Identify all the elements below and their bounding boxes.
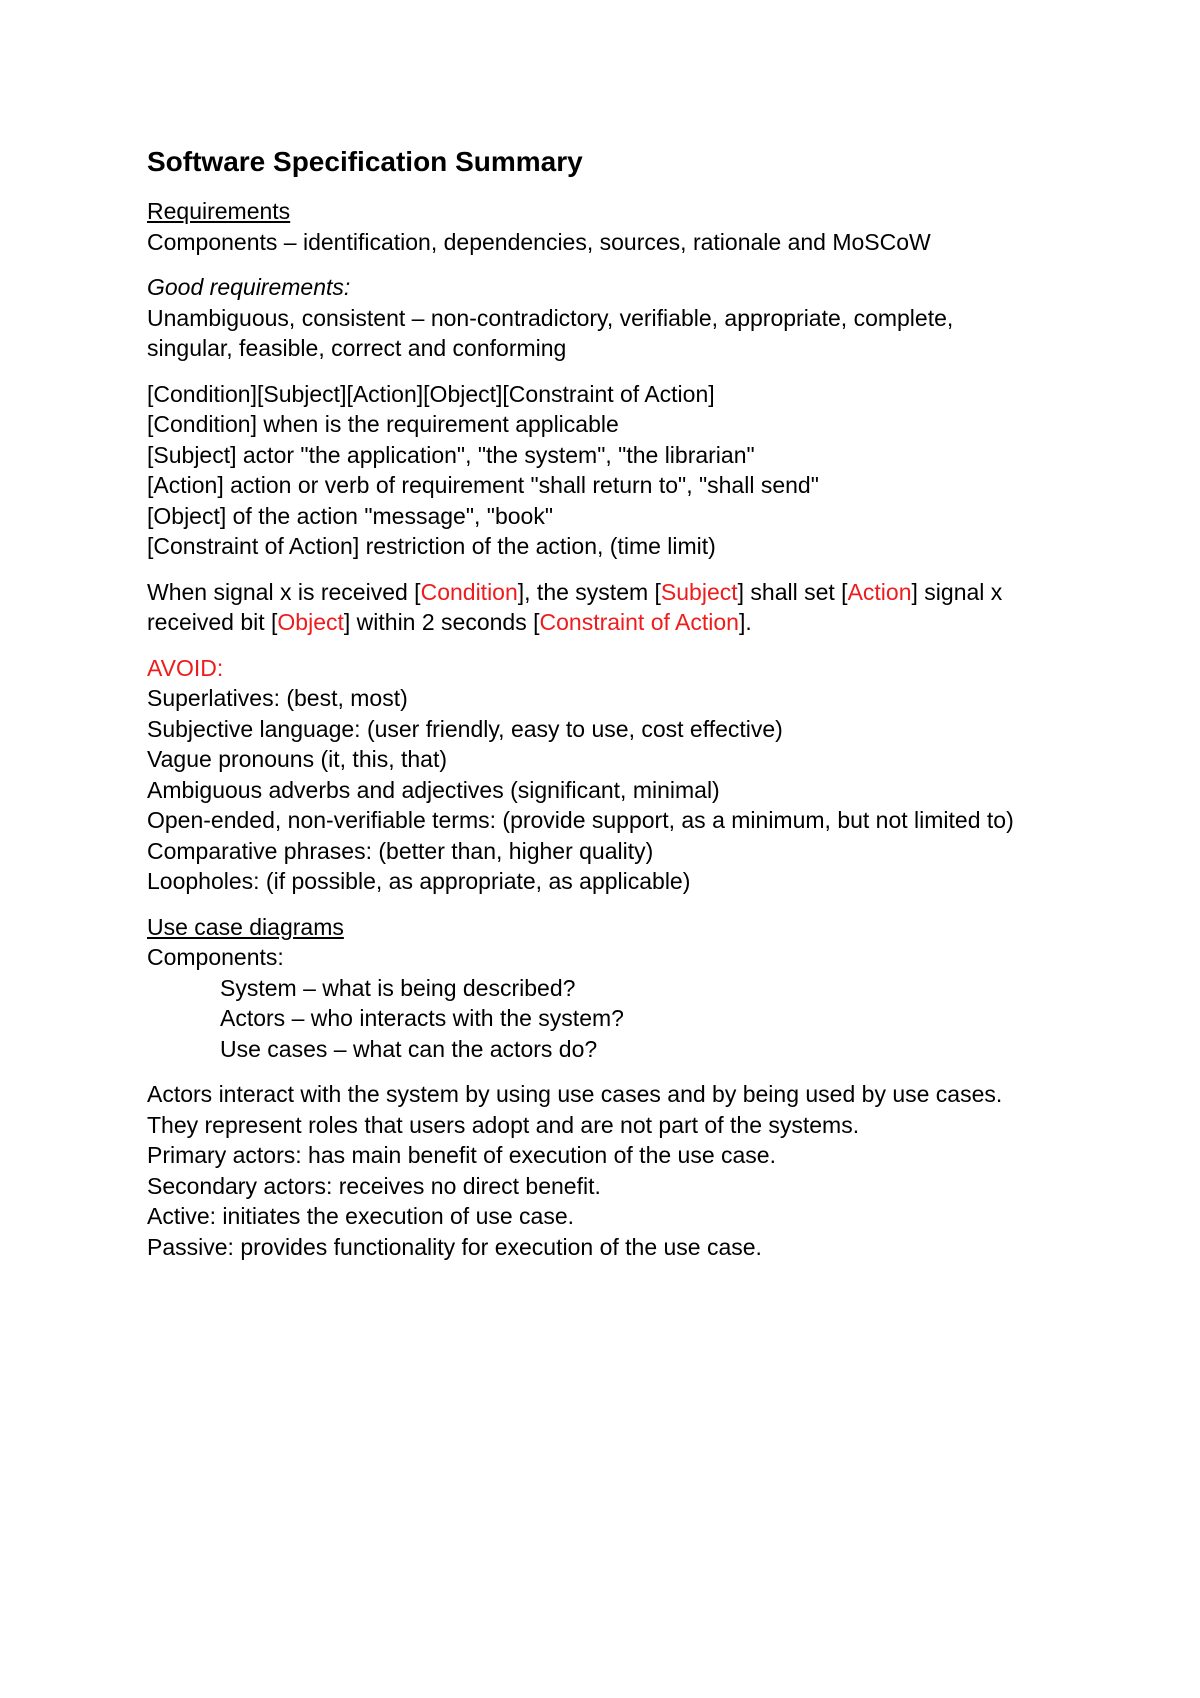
page-title: Software Specification Summary: [147, 146, 583, 177]
avoid-section: [147, 653, 1077, 897]
requirements-section: [147, 196, 1077, 257]
example-text: ] shall set [: [737, 578, 848, 605]
actors-note: They represent roles that users adopt and are not part of the systems.: [147, 1111, 860, 1138]
spacer: [147, 897, 1077, 912]
avoid-heading: AVOID:: [147, 654, 224, 681]
example-subject: Subject: [660, 578, 738, 605]
actors-note: Active: initiates the execution of use case.: [147, 1203, 575, 1229]
spacer: [147, 562, 1077, 577]
requirement-template-section: [147, 379, 1077, 562]
template-line: [Constraint of Action] restriction of the action, (time limit): [147, 533, 716, 559]
good-requirements-text: Unambiguous, consistent – non-contradictory, verifiable, appropriate, complete, singular, feasible, correct and conforming: [147, 304, 954, 361]
example-object: Object: [277, 609, 344, 635]
good-requirements-section: [147, 272, 1077, 364]
example-action: Action: [847, 578, 912, 605]
example-constraint: Constraint of Action: [539, 609, 739, 635]
template-pattern: [Condition][Subject][Action][Object][Constraint of Action]: [147, 380, 715, 407]
use-case-component: Actors – who interacts with the system?: [220, 1005, 624, 1031]
actors-notes-section: [147, 1079, 1077, 1262]
example-text: When signal x is received [: [147, 578, 421, 605]
actors-note: Passive: provides functionality for execution of the use case.: [147, 1233, 762, 1260]
use-case-section: [147, 912, 1077, 1065]
avoid-item: Superlatives: (best, most): [147, 685, 408, 711]
spacer: [147, 364, 1077, 379]
avoid-item: Ambiguous adverbs and adjectives (significant, minimal): [147, 776, 720, 803]
requirements-components: Components – identification, dependencies, sources, rationale and MoSCoW: [147, 228, 931, 255]
example-text: ].: [738, 609, 752, 635]
spacer: [147, 638, 1077, 653]
spacer: [147, 1064, 1077, 1079]
actors-note: Secondary actors: receives no direct benefit.: [147, 1172, 601, 1199]
good-requirements-heading: Good requirements:: [147, 274, 351, 300]
requirements-heading: Requirements: [147, 198, 291, 224]
avoid-item: Vague pronouns (it, this, that): [147, 746, 448, 772]
template-line: [Condition] when is the requirement applicable: [147, 411, 619, 437]
avoid-item: Comparative phrases: (better than, higher quality): [147, 837, 654, 864]
example-sentence: [147, 577, 1067, 638]
example-text: ] signal x received bit [: [147, 578, 1003, 635]
avoid-item: Subjective language: (user friendly, easy to use, cost effective): [147, 715, 783, 742]
actors-note: Primary actors: has main benefit of execution of the use case.: [147, 1142, 776, 1168]
use-case-heading: Use case diagrams: [147, 913, 344, 940]
example-text: ] within 2 seconds [: [343, 609, 540, 635]
use-case-component: Use cases – what can the actors do?: [220, 1035, 598, 1062]
use-case-component: System – what is being described?: [220, 974, 576, 1001]
example-text: ], the system [: [517, 578, 661, 605]
document-page: [147, 142, 1077, 1262]
example-condition: Condition: [420, 578, 518, 605]
use-case-components-label: Components:: [147, 944, 284, 970]
avoid-item: Loopholes: (if possible, as appropriate, as applicable): [147, 868, 691, 894]
template-line: [Action] action or verb of requirement "shall return to", "shall send": [147, 472, 819, 498]
spacer: [147, 257, 1077, 272]
template-line: [Object] of the action "message", "book": [147, 502, 553, 529]
template-line: [Subject] actor "the application", "the system", "the librarian": [147, 441, 755, 468]
avoid-item: Open-ended, non-verifiable terms: (provide support, as a minimum, but not limited to): [147, 807, 1014, 833]
actors-note: Actors interact with the system by using use cases and by being used by use cases.: [147, 1081, 1003, 1107]
